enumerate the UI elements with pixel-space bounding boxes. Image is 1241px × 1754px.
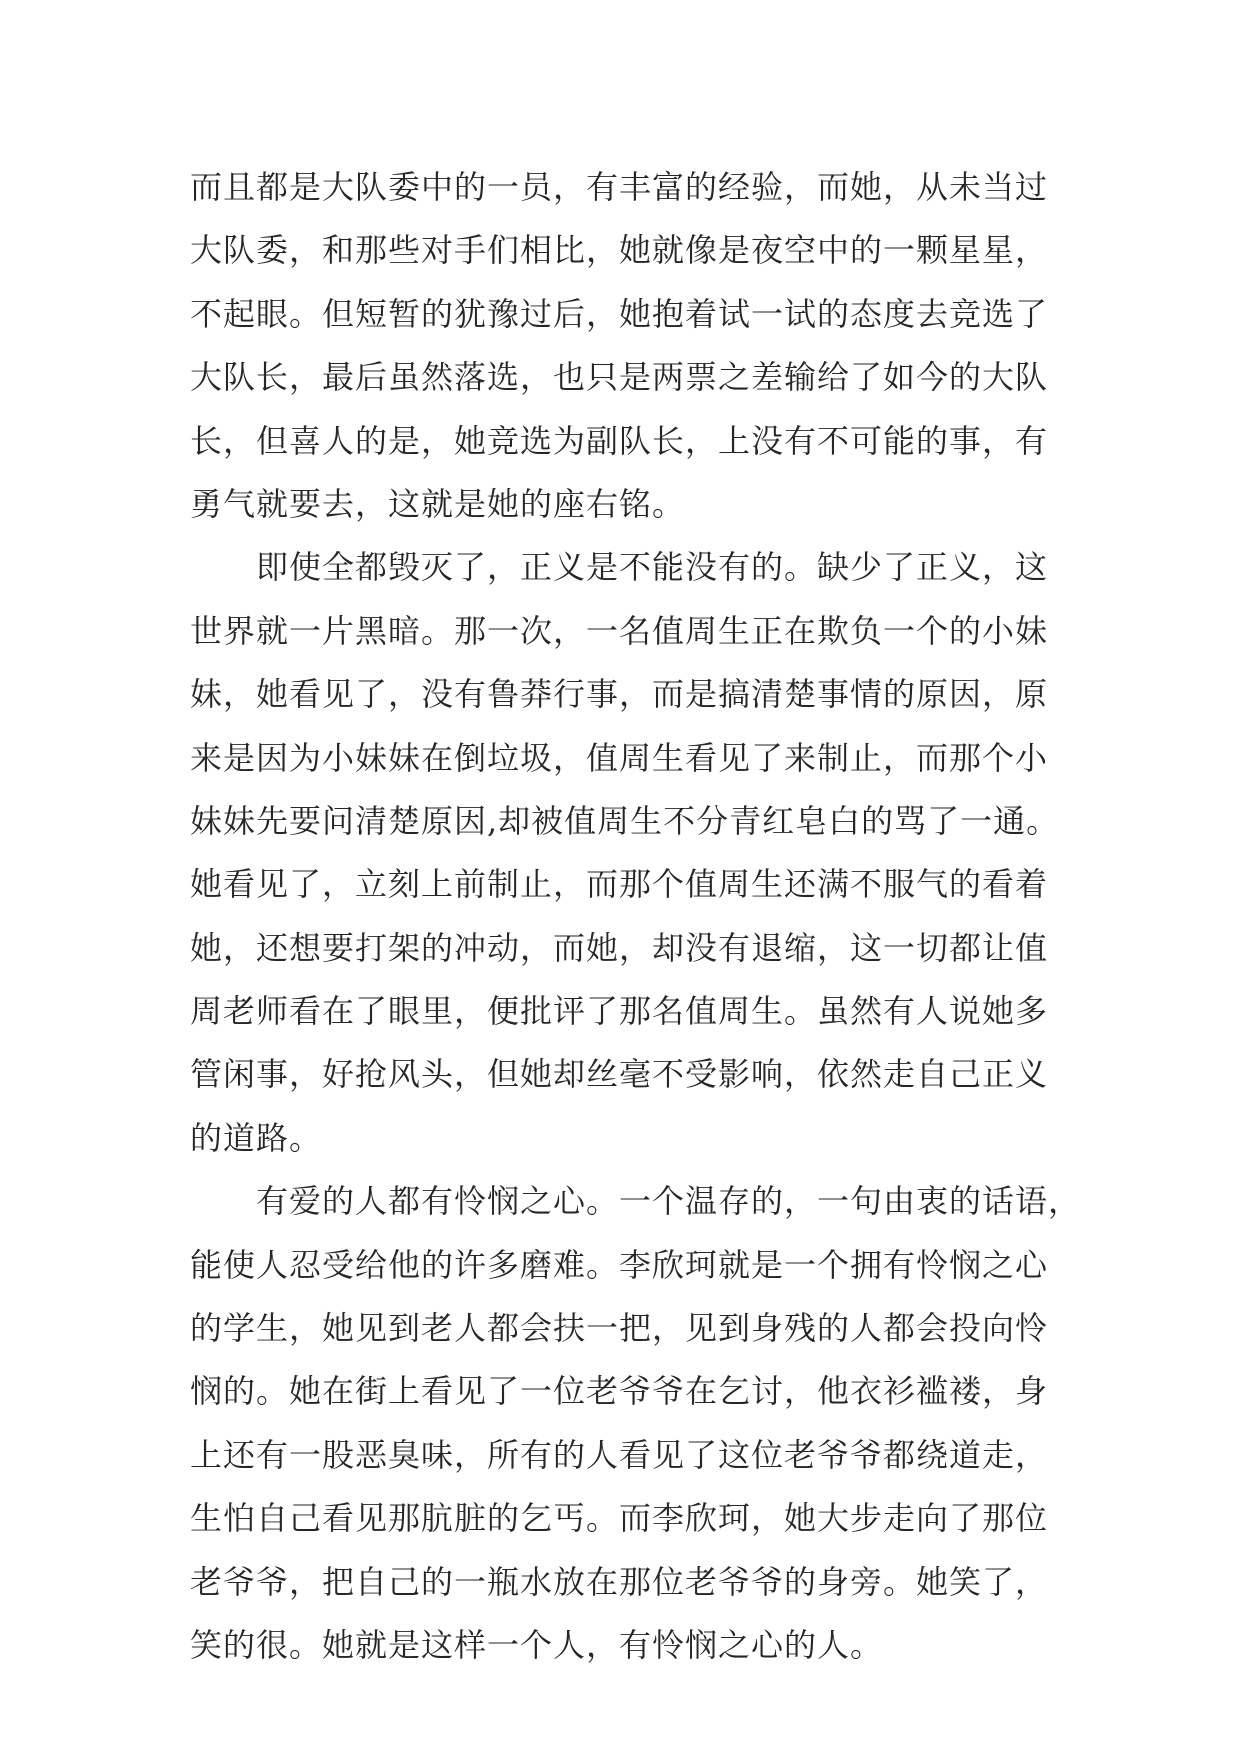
- text-line: 能使人忍受给他的许多磨难。李欣珂就是一个拥有怜悯之心: [190, 1245, 1049, 1284]
- text-line: 不起眼。但短暂的犹豫过后，她抱着试一试的态度去竞选了: [190, 294, 1049, 333]
- paragraph-3: [190, 1170, 1082, 1677]
- text-line: 笑的很。她就是这样一个人，有怜悯之心的人。: [190, 1625, 884, 1664]
- text-line: 妹妹先要问清楚原因,却被值周生不分青红皂白的骂了一通。: [190, 801, 1060, 840]
- text-line: 的学生，她见到老人都会扶一把，见到身残的人都会投向怜: [190, 1309, 1049, 1348]
- text-line: 而且都是大队委中的一员，有丰富的经验，而她，从未当过: [190, 168, 1049, 206]
- paragraph-2: [190, 536, 1070, 1170]
- text-line: 大队委，和那些对手们相比，她就像是夜空中的一颗星星，: [190, 231, 1049, 270]
- text-line: 她看见了，立刻上前制止，而那个值周生还满不服气的看着: [190, 865, 1049, 904]
- text-line: 周老师看在了眼里，便批评了那名值周生。虽然有人说她多: [190, 992, 1049, 1031]
- text-line: 来是因为小妹妹在倒垃圾，值周生看见了来制止，而那个小: [190, 738, 1049, 777]
- text-line: 她，还想要打架的冲动，而她，却没有退缩，这一切都让值: [190, 928, 1049, 967]
- text-line: 有爱的人都有怜悯之心。一个温存的，一句由衷的话语，: [256, 1182, 1082, 1221]
- text-line: 悯的。她在街上看见了一位老爷爷在乞讨，他衣衫褴褛，身: [190, 1372, 1049, 1411]
- text-line: 勇气就要去，这就是她的座右铭。: [190, 484, 686, 523]
- text-line: 大队长，最后虽然落选，也只是两票之差输给了如今的大队: [190, 358, 1049, 397]
- text-line: 生怕自己看见那肮脏的乞丐。而李欣珂，她大步走向了那位: [190, 1499, 1049, 1538]
- text-line: 管闲事，好抢风头，但她却丝毫不受影响，依然走自己正义: [190, 1055, 1049, 1094]
- text-line: 妹，她看见了，没有鲁莽行事，而是搞清楚事情的原因，原: [190, 675, 1049, 714]
- text-line: 老爷爷，把自己的一瓶水放在那位老爷爷的身旁。她笑了，: [190, 1562, 1049, 1601]
- text-line: 长，但喜人的是，她竞选为副队长，上没有不可能的事，有: [190, 421, 1049, 460]
- paragraph-1: [190, 156, 1070, 536]
- text-line: 上还有一股恶臭味，所有的人看见了这位老爷爷都绕道走，: [190, 1435, 1049, 1474]
- document-body: [190, 156, 1082, 1677]
- text-line: 的道路。: [190, 1118, 323, 1157]
- text-line: 即使全都毁灭了，正义是不能没有的。缺少了正义，这: [256, 548, 1049, 587]
- text-line: 世界就一片黑暗。那一次，一名值周生正在欺负一个的小妹: [190, 611, 1049, 650]
